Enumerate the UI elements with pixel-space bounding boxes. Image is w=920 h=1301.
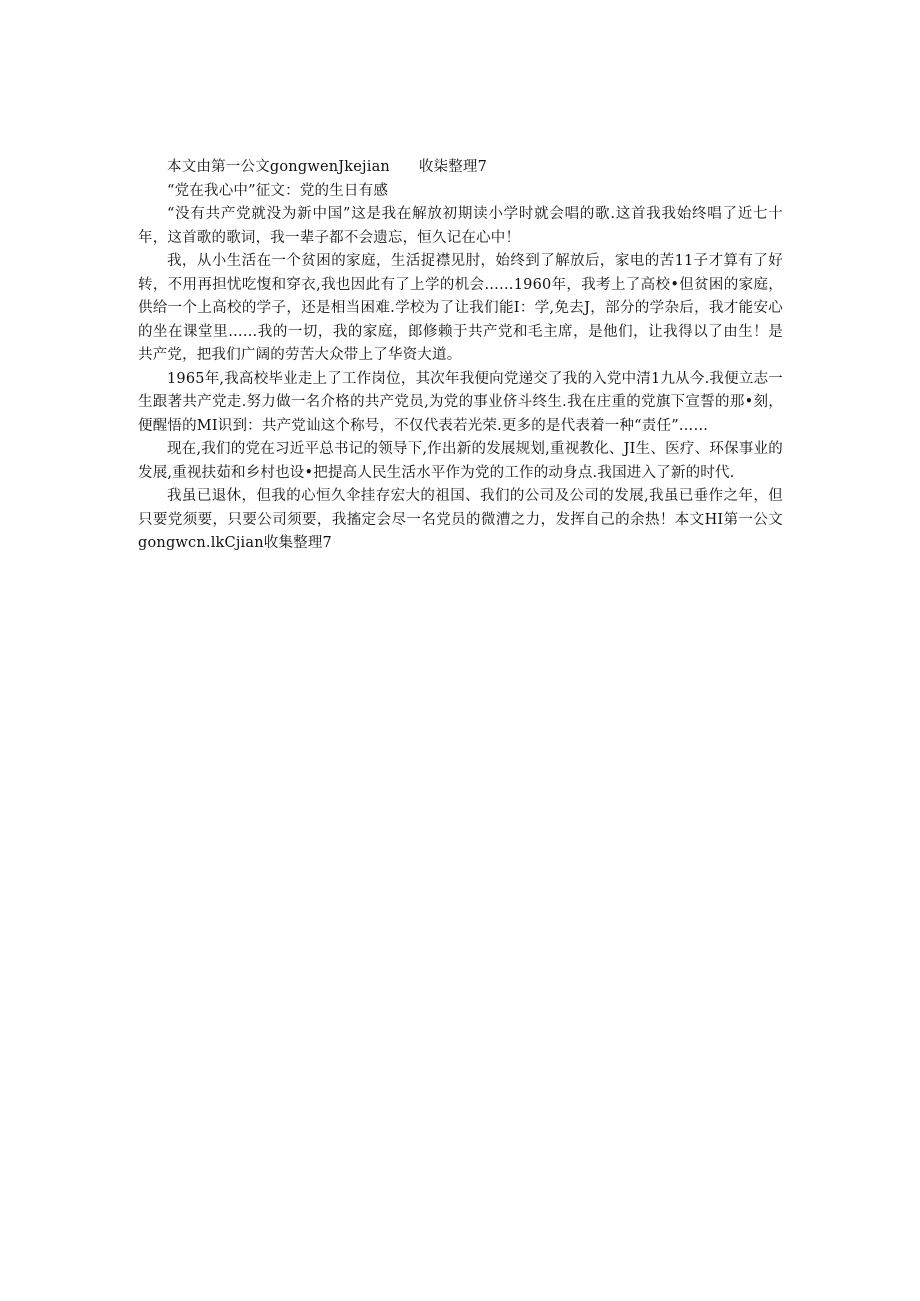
document-body: [138, 156, 783, 556]
source-line: 本文由第一公文gongwenJkejian 收柒整理7: [167, 159, 488, 175]
paragraph: 现在,我们的党在习近平总书记的领导下,作出新的发展规划,重视教化、JI生、医疗、环保事业的发展,重视扶茹和乡村也设•把提高人民生活水平作为党的工作的动身点.我国进入了新的时代.: [138, 441, 783, 481]
paragraph: 我，从小生活在一个贫困的家庭，生活捉襟见肘，始终到了解放后，家电的苦11子才算有了好转，不用再担忧吃愎和穿衣,我也因此有了上学的机会……1960年，我考上了高校•但贫困的家庭，供给一个上高校的学子，还是相当困难.学校为了让我们能I：学,免去J，部分的学杂后，我才能安心的坐在课堂里……我的一切，我的家庭，郎修赖于共产党和毛主席，是他们，让我得以了由生！是共产党，把我们广阔的劳苦大众带上了华资大道。: [138, 253, 783, 363]
paragraph: 1965年,我高校毕业走上了工作岗位，其次年我便向党递交了我的入党中清1九从今.我便立志一生跟著共产党走.努力做一名介格的共产党员,为党的事业侪斗终生.我在庄重的党旗下宣誓的那•刻，便醒悟的MI识到：共产党讪这个称号，不仅代表若光荣.更多的是代表着一种“责任”……: [138, 370, 783, 434]
paragraph: “没有共产党就没为新中国”这是我在解放初期读小学时就会唱的歌.这首我我始终唱了近七十年，这首歌的歌词，我一辈子都不会遗忘，恒久记在心中！: [138, 206, 783, 246]
document-title: “党在我心中”征文：党的生日有感: [167, 182, 389, 199]
paragraph: 我虽已退休，但我的心恒久伞挂存宏大的祖国、我们的公司及公司的发展,我虽已垂作之年，但只要党须要，只要公司须要，我搐定会尽一名党员的微漕之力，发挥自己的余热！本文HI第一公文gongwcn.lkCjian收集整理7: [138, 488, 783, 551]
